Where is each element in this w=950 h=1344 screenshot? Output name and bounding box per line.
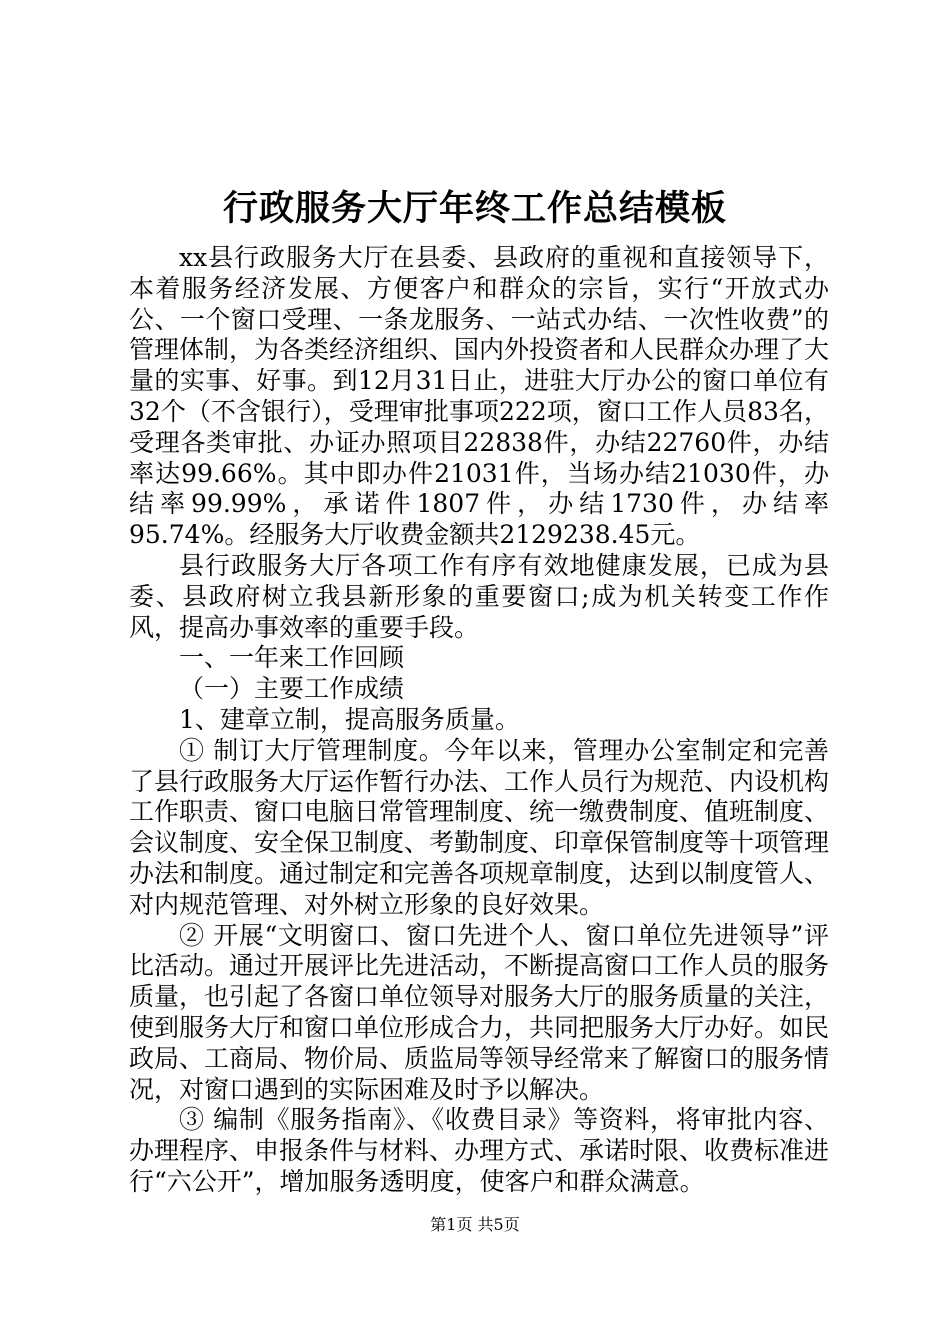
paragraph-item-2: ② 开展“文明窗口、窗口先进个人、窗口单位先进领导”评比活动。通过开展评比先进活动，不断提高窗口工作人员的服务质量，也引起了各窗口单位领导对服务大厅的服务质量的关注，使到服务大厅和窗口单位形成合力，共同把服务大厅办好。如民政局、工商局、物价局、质监局等领导经常来了解窗口的服务情况，对窗口遇到的实际困难及时予以解决。 — [129, 920, 830, 1104]
paragraph-summary: 县行政服务大厅各项工作有序有效地健康发展，已成为县委、县政府树立我县新形象的重要窗口;成为机关转变工作作风，提高办事效率的重要手段。 — [129, 550, 829, 642]
subsection-heading: （一）主要工作成绩 — [179, 674, 405, 704]
section-heading: 一、一年来工作回顾 — [179, 643, 405, 673]
document-body — [129, 243, 829, 1198]
paragraph-item-1: ① 制订大厅管理制度。今年以来，管理办公室制定和完善了县行政服务大厅运作暂行办法、工作人员行为规范、内设机构工作职责、窗口电脑日常管理制度、统一缴费制度、值班制度、会议制度、安全保卫制度、考勤制度、印章保管制度等十项管理办法和制度。通过制定和完善各项规章制度，达到以制度管人、对内规范管理、对外树立形象的良好效果。 — [129, 735, 830, 919]
document-title: 行政服务大厅年终工作总结模板 — [222, 188, 727, 229]
page-number-footer: 第1页 共5页 — [430, 1215, 520, 1234]
paragraph-intro: xx县行政服务大厅在县委、县政府的重视和直接领导下，本着服务经济发展、方便客户和群众的宗旨，实行“开放式办公、一个窗口受理、一条龙服务、一站式办结、一次性收费”的管理体制，为各类经济组织、国内外投资者和人民群众办理了大量的实事、好事。到12月31日止，进驻大厅办公的窗口单位有32个（不含银行），受理审批事项222项，窗口工作人员83名，受理各类审批、办证办照项目22838件，办结22760件，办结率达99.66%。其中即办件21031件，当场办结21030件，办结率99.99%，承诺件1807件，办结1730件，办结率95.74%。经服务大厅收费金额共2129238.45元。 — [129, 243, 830, 550]
paragraph-item-3: ③ 编制《服务指南》、《收费目录》等资料，将审批内容、办理程序、申报条件与材料、办理方式、承诺时限、收费标准进行“六公开”，增加服务透明度，使客户和群众满意。 — [129, 1105, 830, 1196]
item-heading: 1、建章立制，提高服务质量。 — [179, 704, 520, 734]
